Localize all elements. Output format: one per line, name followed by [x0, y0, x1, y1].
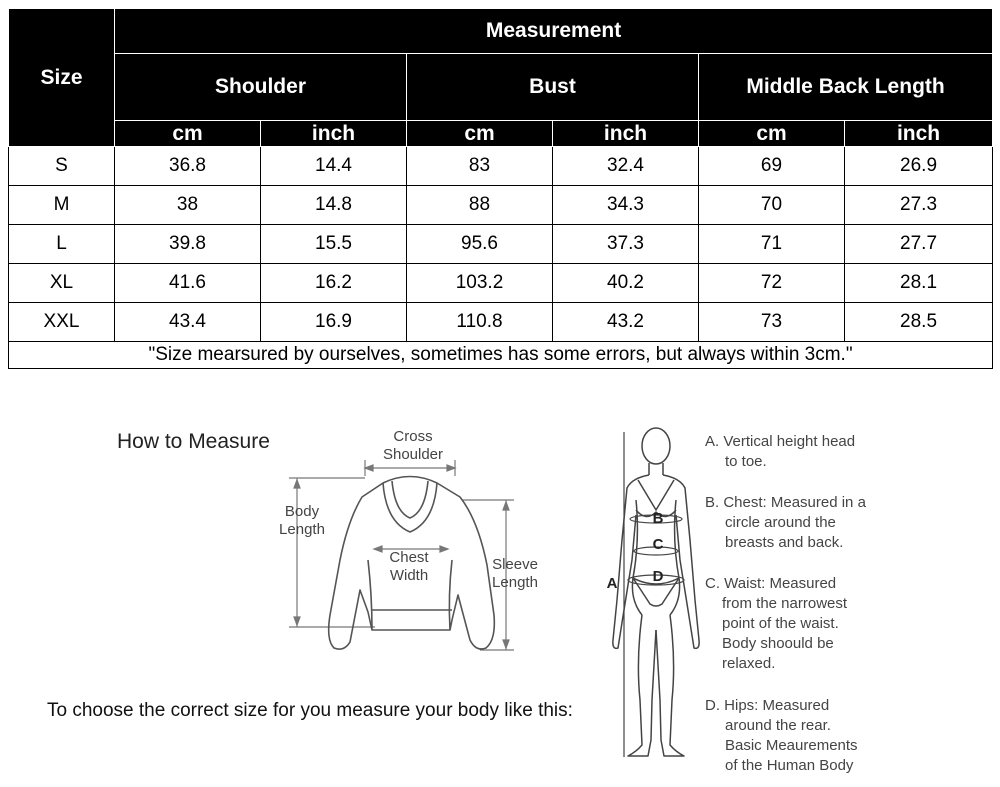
table-cell: 71: [699, 225, 845, 264]
size-cell: S: [9, 147, 115, 186]
table-cell: 88: [407, 186, 553, 225]
size-chart-table: [8, 8, 993, 369]
unit-header: inch: [553, 121, 699, 147]
table-cell: 43.2: [553, 303, 699, 342]
table-cell: 83: [407, 147, 553, 186]
size-cell: XL: [9, 264, 115, 303]
size-cell: XXL: [9, 303, 115, 342]
legend-item-d: D. Hips: Measured around the rear. Basic Meaurements of the Human Body: [705, 697, 858, 774]
table-cell: 103.2: [407, 264, 553, 303]
middle-back-length-header: Middle Back Length: [699, 54, 993, 121]
table-cell: 26.9: [845, 147, 993, 186]
table-cell: 38: [115, 186, 261, 225]
table-cell: 36.8: [115, 147, 261, 186]
unit-header: inch: [845, 121, 993, 147]
measurement-note: "Size mearsured by ourselves, sometimes has some errors, but always within 3cm.": [9, 342, 993, 369]
size-cell: L: [9, 225, 115, 264]
table-cell: 72: [699, 264, 845, 303]
table-cell: 43.4: [115, 303, 261, 342]
table-cell: 27.3: [845, 186, 993, 225]
legend-item-a: A. Vertical height head to toe.: [705, 433, 856, 470]
table-cell: 28.1: [845, 264, 993, 303]
table-cell: 40.2: [553, 264, 699, 303]
table-cell: 39.8: [115, 225, 261, 264]
table-cell: 14.4: [261, 147, 407, 186]
table-cell: 27.7: [845, 225, 993, 264]
how-to-measure-title: How to Measure: [117, 430, 270, 453]
table-row: [9, 225, 993, 264]
unit-header: cm: [115, 121, 261, 147]
figure-label-a: A: [606, 575, 618, 592]
figure-label-d: D: [652, 568, 664, 585]
size-cell: M: [9, 186, 115, 225]
table-cell: 16.9: [261, 303, 407, 342]
table-cell: 32.4: [553, 147, 699, 186]
table-cell: 15.5: [261, 225, 407, 264]
table-cell: 69: [699, 147, 845, 186]
table-row: [9, 147, 993, 186]
figure-label-b: B: [652, 510, 664, 527]
choose-size-text: To choose the correct size for you measure your body like this:: [47, 700, 573, 721]
figure-label-c: C: [652, 536, 664, 553]
unit-header: inch: [261, 121, 407, 147]
legend-item-b: B. Chest: Measured in a circle around the breasts and back.: [705, 494, 866, 551]
table-cell: 34.3: [553, 186, 699, 225]
shoulder-header: Shoulder: [115, 54, 407, 121]
cross-shoulder-label: Cross Shoulder: [382, 428, 444, 463]
chest-width-label: Chest Width: [389, 549, 429, 584]
table-cell: 37.3: [553, 225, 699, 264]
body-length-label: Body Length: [279, 503, 325, 538]
table-cell: 110.8: [407, 303, 553, 342]
bust-header: Bust: [407, 54, 699, 121]
table-cell: 73: [699, 303, 845, 342]
table-cell: 95.6: [407, 225, 553, 264]
legend-item-c: C. Waist: Measured from the narrowest point of the waist. Body shoould be relaxed.: [705, 575, 848, 672]
table-cell: 14.8: [261, 186, 407, 225]
unit-header: cm: [407, 121, 553, 147]
table-cell: 28.5: [845, 303, 993, 342]
size-header: Size: [9, 9, 115, 147]
table-cell: 16.2: [261, 264, 407, 303]
measurement-header: Measurement: [115, 9, 993, 54]
table-row: [9, 186, 993, 225]
table-row: [9, 264, 993, 303]
table-row: [9, 303, 993, 342]
sleeve-length-label: Sleeve Length: [492, 556, 538, 591]
unit-header: cm: [699, 121, 845, 147]
table-cell: 41.6: [115, 264, 261, 303]
table-cell: 70: [699, 186, 845, 225]
